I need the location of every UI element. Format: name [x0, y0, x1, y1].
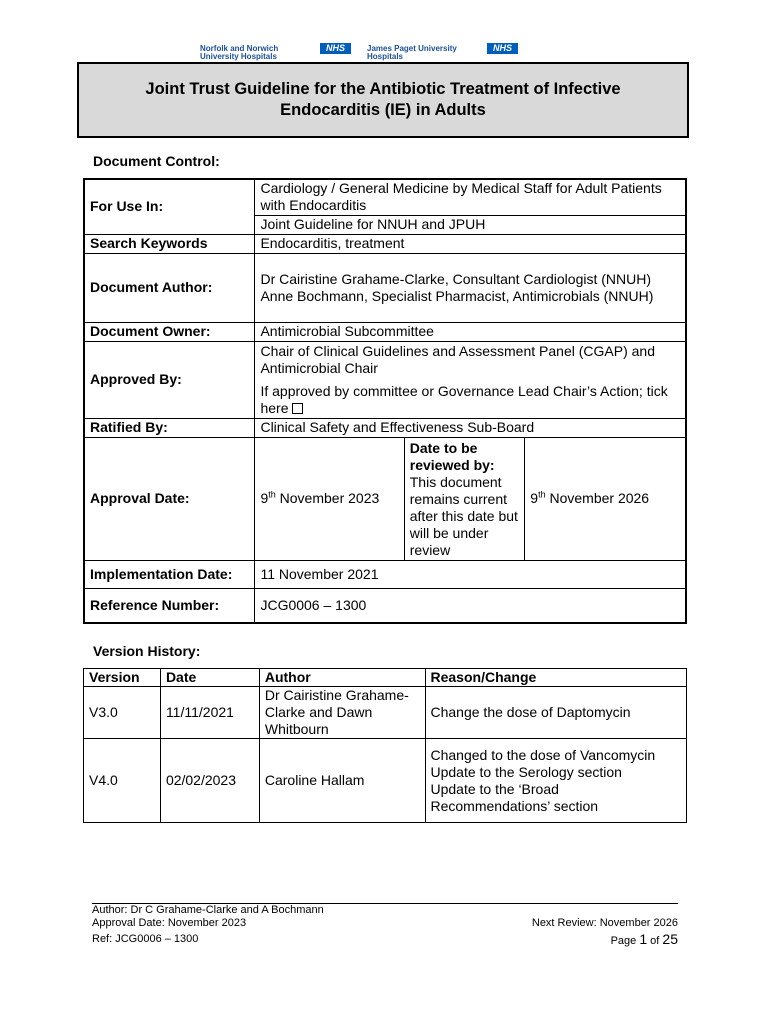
- reason-line: Update to the Serology section: [430, 763, 622, 780]
- page-footer: [92, 903, 678, 948]
- approved-value: [255, 341, 686, 418]
- owner-value: Antimicrobial Subcommittee: [255, 322, 686, 341]
- footer-approval: Approval Date: November 2023: [92, 917, 247, 929]
- implementation-label: Implementation Date:: [84, 560, 255, 588]
- for-use-row: [84, 179, 686, 215]
- approved-1: Chair of Clinical Guidelines and Assessment Panel (CGAP) and Antimicrobial Chair: [260, 342, 655, 376]
- reason-cell: [425, 739, 687, 823]
- table-row: [84, 739, 687, 823]
- nnuh-nhs-badge: NHS: [320, 43, 351, 54]
- implementation-value: 11 November 2021: [255, 560, 686, 588]
- document-title: Joint Trust Guideline for the Antibiotic Treatment of Infective Endocarditis (IE) in Adults: [145, 80, 621, 119]
- date-cell: 11/11/2021: [160, 687, 259, 739]
- review-suffix: th: [538, 489, 546, 500]
- footer-row-2: [92, 917, 678, 930]
- title-box: [77, 62, 689, 138]
- for-use-value-1: Cardiology / General Medicine by Medical Staff for Adult Patients with Endocarditis: [255, 179, 686, 215]
- author-1: Dr Cairistine Grahame-Clarke, Consultant Cardiologist (NNUH): [260, 270, 652, 287]
- ratified-label: Ratified By:: [84, 418, 255, 437]
- for-use-label: For Use In:: [84, 179, 255, 234]
- approval-date-value: [255, 437, 404, 560]
- version-header-row: [84, 669, 687, 687]
- reason-line: Update to the ‘Broad Recommendations’ section: [430, 780, 599, 814]
- version-history-heading: Version History:: [93, 643, 201, 659]
- jpuh-nhs-badge: NHS: [487, 43, 518, 54]
- reference-label: Reference Number:: [84, 588, 255, 623]
- author-value: [255, 253, 686, 322]
- approval-rest: November 2023: [275, 490, 380, 506]
- jpuh-logo: [363, 42, 522, 64]
- footer-row-3: [92, 933, 678, 948]
- review-note: This document remains current after this date but will be under review: [409, 473, 518, 558]
- col-version: Version: [84, 669, 161, 687]
- page-total: 25: [662, 931, 678, 947]
- for-use-value-2: Joint Guideline for NNUH and JPUH: [255, 215, 686, 234]
- approved-2: [260, 383, 680, 417]
- nhs-logos: [196, 42, 522, 64]
- approval-day: 9: [260, 490, 269, 506]
- version-cell: V3.0: [84, 687, 161, 739]
- reference-value: JCG0006 – 1300: [255, 588, 686, 623]
- reason-line: Change the dose of Daptomycin: [430, 704, 631, 720]
- reference-row: [84, 588, 686, 623]
- footer-ref: Ref: JCG0006 – 1300: [92, 933, 199, 945]
- keywords-label: Search Keywords: [84, 234, 255, 253]
- author-row: [84, 253, 686, 322]
- author-2: Anne Bochmann, Specialist Pharmacist, Antimicrobials (NNUH): [260, 287, 654, 304]
- owner-label: Document Owner:: [84, 322, 255, 341]
- review-day: 9: [530, 490, 539, 506]
- implementation-row: [84, 560, 686, 588]
- author-cell: Caroline Hallam: [259, 739, 425, 823]
- review-cell: [404, 437, 525, 560]
- keywords-value: Endocarditis, treatment: [255, 234, 686, 253]
- jpuh-logo-text: James Paget University Hospitals: [367, 44, 457, 61]
- reason-cell: [425, 687, 687, 739]
- nnuh-logo: [196, 42, 355, 64]
- approved-label: Approved By:: [84, 341, 255, 418]
- approval-date-label: Approval Date:: [84, 437, 255, 560]
- approval-suffix: th: [268, 489, 276, 500]
- table-row: [84, 687, 687, 739]
- keywords-row: [84, 234, 686, 253]
- page-number: [611, 933, 678, 948]
- author-cell: Dr Cairistine Grahame-Clarke and Dawn Whitbourn: [259, 687, 425, 739]
- reason-line: Changed to the dose of Vancomycin: [430, 746, 656, 763]
- footer-author: Author: Dr C Grahame-Clarke and A Bochmann: [92, 904, 324, 916]
- owner-row: [84, 322, 686, 341]
- document-control-heading: Document Control:: [93, 153, 220, 169]
- page-num: 1: [639, 931, 648, 947]
- footer-next-review: Next Review: November 2026: [531, 917, 678, 929]
- ratified-row: [84, 418, 686, 437]
- approved-row: [84, 341, 686, 418]
- version-cell: V4.0: [84, 739, 161, 823]
- review-label: Date to be reviewed by:: [409, 439, 495, 473]
- ratified-value: Clinical Safety and Effectiveness Sub-Board: [255, 418, 686, 437]
- version-history-table: [83, 668, 687, 823]
- col-reason: Reason/Change: [425, 669, 687, 687]
- author-label: Document Author:: [84, 253, 255, 322]
- approved-2-text: If approved by committee or Governance Lead Chair’s Action; tick here: [260, 382, 668, 416]
- approval-date-row: [84, 437, 686, 560]
- review-date-value: [525, 437, 686, 560]
- page-of: of: [647, 935, 663, 947]
- page-label: Page: [610, 935, 640, 947]
- date-cell: 02/02/2023: [160, 739, 259, 823]
- col-date: Date: [160, 669, 259, 687]
- review-rest: November 2026: [545, 490, 650, 506]
- checkbox-icon[interactable]: [292, 403, 303, 414]
- document-control-table: [83, 178, 687, 624]
- nnuh-logo-text: Norfolk and Norwich University Hospitals: [200, 44, 279, 61]
- col-author: Author: [259, 669, 425, 687]
